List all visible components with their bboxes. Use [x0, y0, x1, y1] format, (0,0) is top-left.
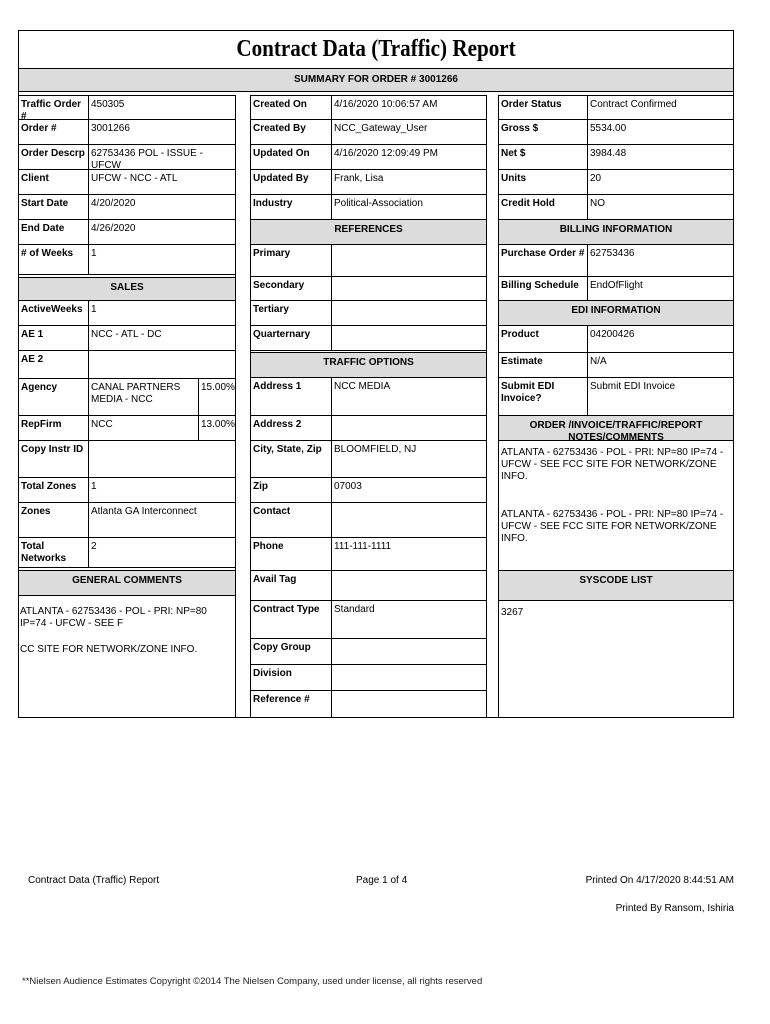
footer-printed-on: Printed On 4/17/2020 8:44:51 AM [585, 875, 734, 886]
value-updated-by: Frank, Lisa [331, 169, 487, 195]
general-comment-2: CC SITE FOR NETWORK/ZONE INFO. [20, 644, 198, 655]
value-industry: Political-Association [331, 194, 487, 220]
label-order-status: Order Status [498, 95, 588, 120]
syscode-value: 3267 [501, 607, 524, 618]
value-product: 04200426 [587, 325, 734, 353]
value-agency-pct: 15.00% [198, 378, 236, 416]
value-order-status: Contract Confirmed [587, 95, 734, 120]
value-order-descrp: 62753436 POL - ISSUE - UFCW [88, 144, 236, 170]
label-purchase-order: Purchase Order # [498, 244, 588, 277]
value-zones: Atlanta GA Interconnect [88, 502, 236, 538]
value-ae2 [88, 350, 236, 379]
label-contact: Contact [250, 502, 332, 538]
label-repfirm: RepFirm [18, 415, 89, 441]
label-product: Product [498, 325, 588, 353]
traffic-options-header: TRAFFIC OPTIONS [250, 352, 487, 378]
value-submit-edi: Submit EDI Invoice [587, 377, 734, 416]
value-credit-hold: NO [587, 194, 734, 220]
label-traffic-order: Traffic Order # [18, 95, 89, 120]
value-purchase-order: 62753436 [587, 244, 734, 277]
syscode-header: SYSCODE LIST [498, 570, 734, 601]
value-phone: 111-111-1111 [331, 537, 487, 571]
label-phone: Phone [250, 537, 332, 571]
label-client: Client [18, 169, 89, 195]
value-contact [331, 502, 487, 538]
note-1: ATLANTA - 62753436 - POL - PRI: NP=80 IP=74 - UFCW - SEE FCC SITE FOR NETWORK/ZONE INFO. [501, 447, 724, 482]
value-total-zones: 1 [88, 477, 236, 503]
label-active-weeks: ActiveWeeks [18, 300, 89, 326]
label-created-on: Created On [250, 95, 332, 120]
value-address2 [331, 415, 487, 441]
edi-header: EDI INFORMATION [498, 300, 734, 326]
value-gross: 5534.00 [587, 119, 734, 145]
general-comments-header: GENERAL COMMENTS [18, 570, 236, 596]
label-quarternary: Quarternary [250, 325, 332, 351]
label-agency: Agency [18, 378, 89, 416]
label-created-by: Created By [250, 119, 332, 145]
label-division: Division [250, 664, 332, 691]
value-net: 3984.48 [587, 144, 734, 170]
footer-printed-by: Printed By Ransom, Ishiria [615, 903, 734, 914]
footer-page-number: Page 1 of 4 [356, 875, 408, 886]
value-contract-type: Standard [331, 600, 487, 639]
label-address1: Address 1 [250, 377, 332, 416]
label-total-zones: Total Zones [18, 477, 89, 503]
value-tertiary [331, 300, 487, 326]
value-billing-schedule: EndOfFlight [587, 276, 734, 301]
value-division [331, 664, 487, 691]
label-credit-hold: Credit Hold [498, 194, 588, 220]
value-primary [331, 244, 487, 277]
general-comment-1: ATLANTA - 62753436 - POL - PRI: NP=80 IP=74 - UFCW - SEE F [20, 606, 207, 629]
value-order-number: 3001266 [88, 119, 236, 145]
label-updated-by: Updated By [250, 169, 332, 195]
label-tertiary: Tertiary [250, 300, 332, 326]
notes-header: ORDER /INVOICE/TRAFFIC/REPORT NOTES/COMMENTS [498, 415, 734, 441]
column-separator [235, 95, 251, 717]
label-total-networks: Total Networks [18, 537, 89, 568]
value-quarternary [331, 325, 487, 351]
label-submit-edi: Submit EDI Invoice? [498, 377, 588, 416]
value-active-weeks: 1 [88, 300, 236, 326]
value-avail-tag [331, 570, 487, 601]
value-end-date: 4/26/2020 [88, 219, 236, 245]
label-weeks: # of Weeks [18, 244, 89, 275]
label-address2: Address 2 [250, 415, 332, 441]
value-copy-instr [88, 440, 236, 478]
label-contract-type: Contract Type [250, 600, 332, 639]
value-address1: NCC MEDIA [331, 377, 487, 416]
label-avail-tag: Avail Tag [250, 570, 332, 601]
value-agency: CANAL PARTNERS MEDIA - NCC [88, 378, 199, 416]
value-reference [331, 690, 487, 718]
label-end-date: End Date [18, 219, 89, 245]
label-primary: Primary [250, 244, 332, 277]
label-net: Net $ [498, 144, 588, 170]
label-copy-instr: Copy Instr ID [18, 440, 89, 478]
value-created-by: NCC_Gateway_User [331, 119, 487, 145]
label-zones: Zones [18, 502, 89, 538]
value-repfirm: NCC [88, 415, 199, 441]
label-industry: Industry [250, 194, 332, 220]
report-title: Contract Data (Traffic) Report [236, 36, 516, 62]
value-units: 20 [587, 169, 734, 195]
copyright-notice: **Nielsen Audience Estimates Copyright ©2014 The Nielsen Company, used under license, all rights reserved [22, 976, 483, 987]
value-repfirm-pct: 13.00% [198, 415, 236, 441]
value-updated-on: 4/16/2020 12:09:49 PM [331, 144, 487, 170]
value-total-networks: 2 [88, 537, 236, 568]
label-units: Units [498, 169, 588, 195]
label-ae2: AE 2 [18, 350, 89, 379]
note-2: ATLANTA - 62753436 - POL - PRI: NP=80 IP=74 - UFCW - SEE FCC SITE FOR NETWORK/ZONE INFO. [501, 509, 724, 544]
value-city: BLOOMFIELD, NJ [331, 440, 487, 478]
label-reference: Reference # [250, 690, 332, 718]
label-city: City, State, Zip [250, 440, 332, 478]
value-client: UFCW - NCC - ATL [88, 169, 236, 195]
label-gross: Gross $ [498, 119, 588, 145]
label-order-descrp: Order Descrp [18, 144, 89, 170]
label-estimate: Estimate [498, 352, 588, 378]
value-secondary [331, 276, 487, 301]
sales-header: SALES [18, 277, 236, 301]
billing-header: BILLING INFORMATION [498, 219, 734, 245]
value-copy-group [331, 638, 487, 665]
label-zip: Zip [250, 477, 332, 503]
label-order-number: Order # [18, 119, 89, 145]
label-copy-group: Copy Group [250, 638, 332, 665]
footer-report-name: Contract Data (Traffic) Report [28, 875, 160, 886]
value-estimate: N/A [587, 352, 734, 378]
label-ae1: AE 1 [18, 325, 89, 351]
value-weeks: 1 [88, 244, 236, 275]
label-billing-schedule: Billing Schedule [498, 276, 588, 301]
value-zip: 07003 [331, 477, 487, 503]
summary-header: SUMMARY FOR ORDER # 3001266 [19, 68, 733, 92]
value-created-on: 4/16/2020 10:06:57 AM [331, 95, 487, 120]
value-traffic-order: 450305 [88, 95, 236, 120]
label-start-date: Start Date [18, 194, 89, 220]
references-header: REFERENCES [250, 219, 487, 245]
label-secondary: Secondary [250, 276, 332, 301]
label-updated-on: Updated On [250, 144, 332, 170]
value-ae1: NCC - ATL - DC [88, 325, 236, 351]
value-start-date: 4/20/2020 [88, 194, 236, 220]
